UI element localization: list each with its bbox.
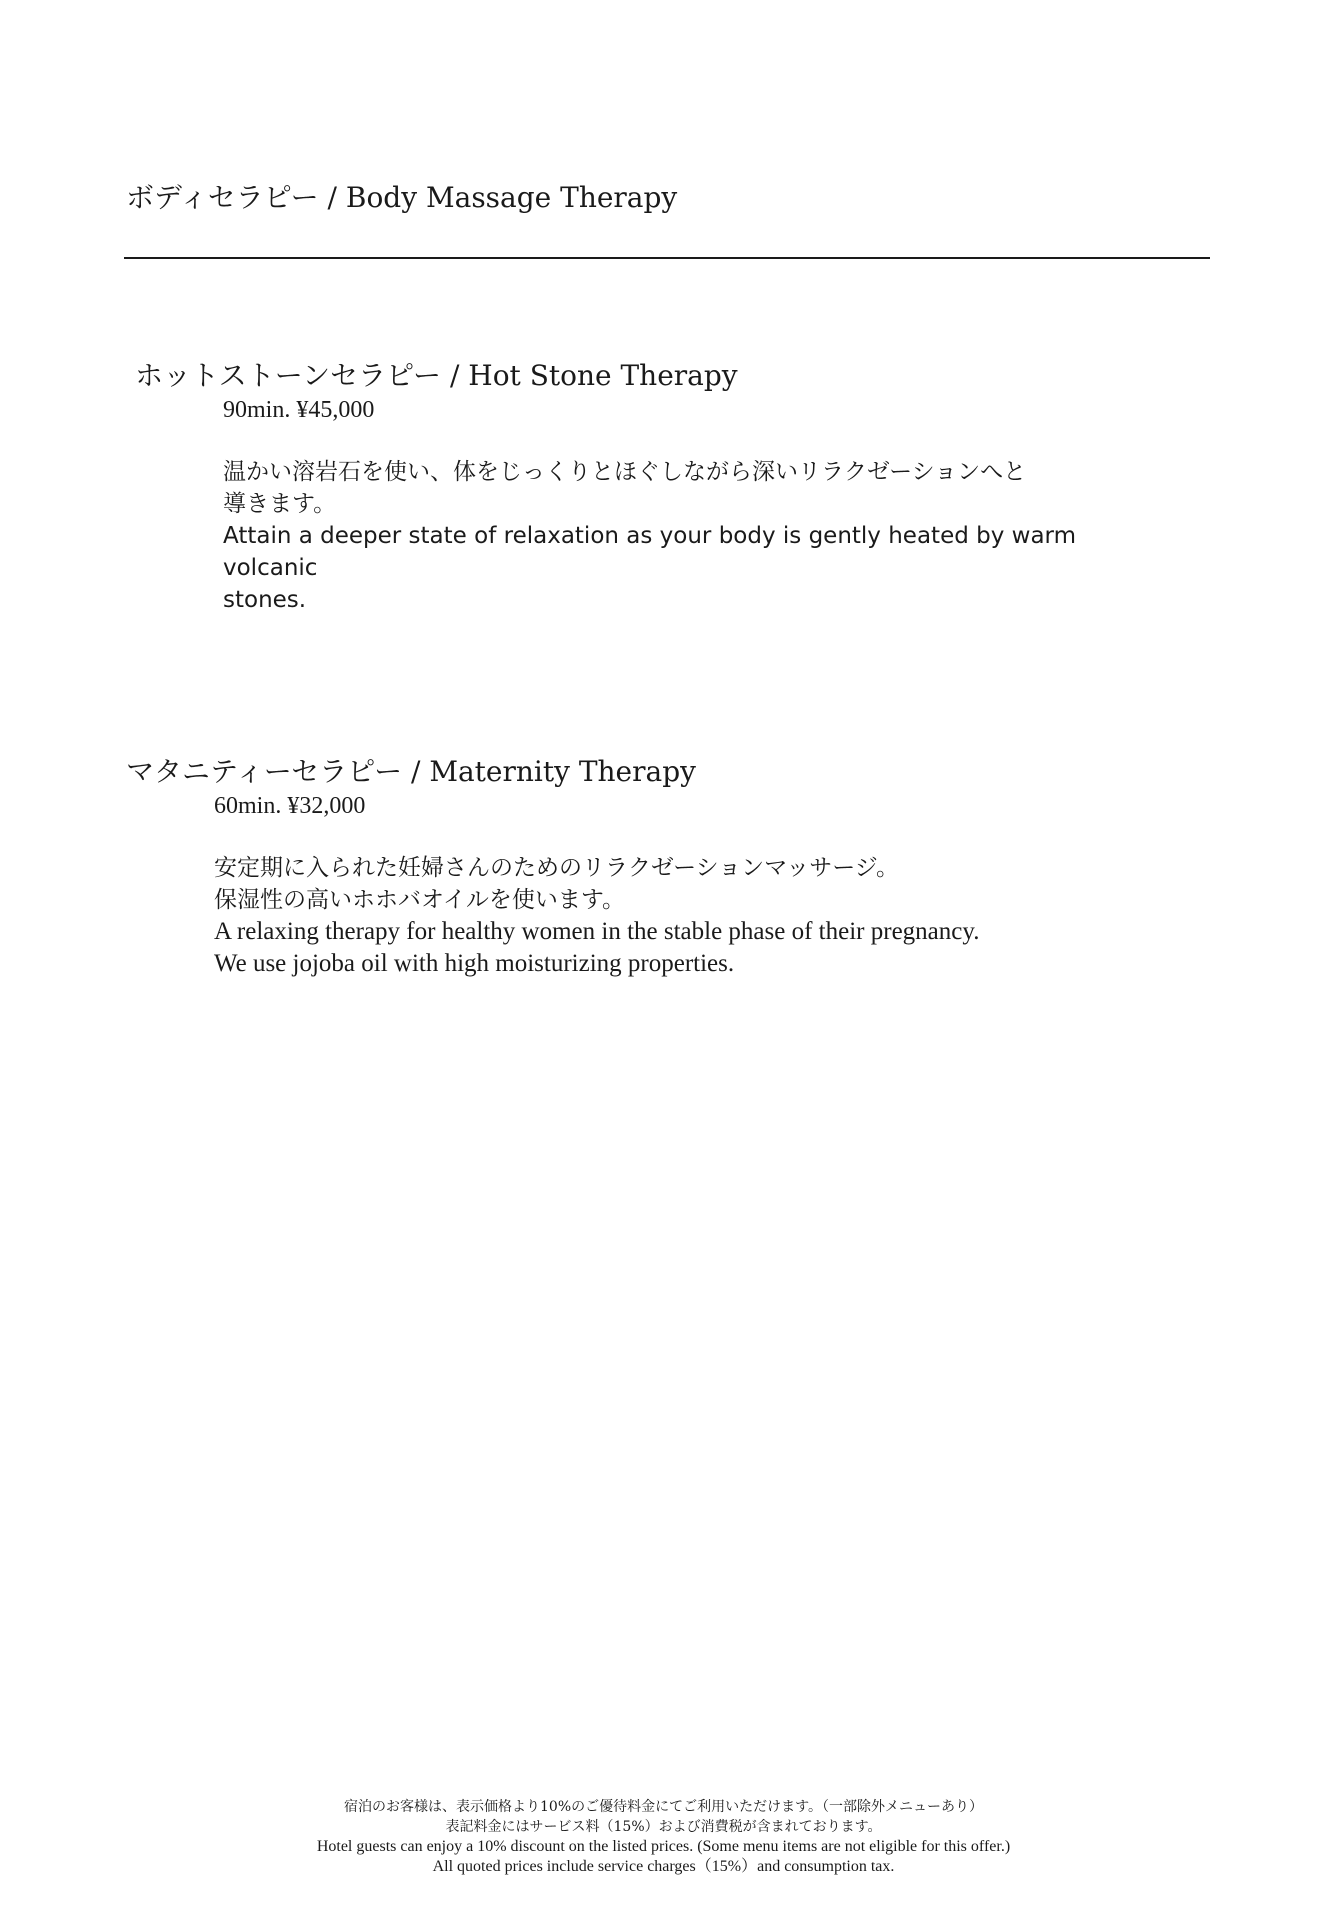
footer-line-ja: 宿泊のお客様は、表示価格より10%のご優待料金にてご利用いただけます。（一部除外メニューあり） [344,1799,983,1815]
description-ja-line: 導きます。 [223,491,337,517]
footer-notes [0,1797,1327,1877]
treatment-hot-stone [135,358,1143,616]
treatment-maternity [126,754,1134,980]
description-en-line: We use jojoba oil with high moisturizing properties. [214,950,735,977]
treatment-description [223,456,1143,616]
treatment-body [135,394,1143,616]
treatment-price: 90min. ¥45,000 [223,397,375,423]
description-en-line: Attain a deeper state of relaxation as your body is gently heated by warm volcanic [223,523,1077,581]
treatment-title: ホットストーンセラピー / Hot Stone Therapy [135,359,738,392]
description-ja-line: 温かい溶岩石を使い、体をじっくりとほぐしながら深いリラクゼーションへと [223,459,1027,485]
footer-line-en: Hotel guests can enjoy a 10% discount on the listed prices. (Some menu items are not eligible for this offer.) [316,1838,1011,1855]
footer-line-en: All quoted prices include service charges（15%）and consumption tax. [432,1858,895,1875]
treatment-description [214,852,1134,980]
description-en-line: stones. [223,587,307,613]
description-en-line: A relaxing therapy for healthy women in the stable phase of their pregnancy. [214,918,980,945]
title-divider [124,257,1210,259]
treatment-title: マタニティーセラピー / Maternity Therapy [126,755,696,788]
description-ja-line: 保湿性の高いホホバオイルを使います。 [214,887,626,913]
description-ja-line: 安定期に入られた妊婦さんのためのリラクゼーションマッサージ。 [214,855,899,881]
treatment-body [126,790,1134,980]
treatment-price: 60min. ¥32,000 [214,793,366,819]
footer-line-ja: 表記料金にはサービス料（15%）および消費税が含まれております。 [445,1819,882,1835]
page-title: ボディセラピー / Body Massage Therapy [126,181,678,214]
